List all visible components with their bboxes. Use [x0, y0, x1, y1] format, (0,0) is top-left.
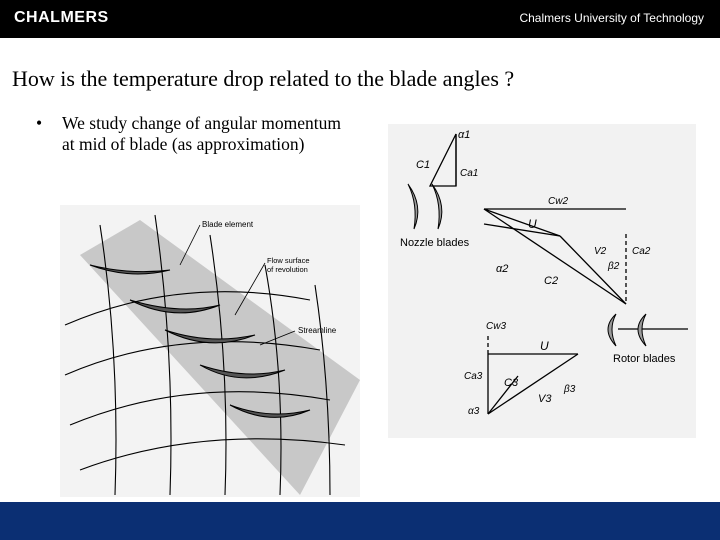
label-flow-surface-1: Flow surface [267, 256, 310, 265]
label-flow-surface-2: of revolution [267, 265, 308, 274]
label-alpha1: α1 [458, 129, 471, 141]
bullet-text: We study change of angular momentum at mid of blade (as approximation) [62, 113, 342, 154]
flow-surface-band [80, 220, 360, 495]
label-streamline: Streamline [298, 326, 337, 335]
label-alpha3: α3 [468, 406, 480, 417]
slide-title: How is the temperature drop related to the blade angles ? [12, 66, 515, 91]
chalmers-logo: CHALMERS [14, 9, 109, 26]
label-alpha2: α2 [496, 263, 509, 275]
nozzle-blades [408, 184, 442, 229]
label-nozzle-blades: Nozzle blades [400, 237, 470, 249]
label-v3: V3 [538, 393, 552, 405]
bullet-marker: • [36, 113, 43, 133]
blade-element-figure [60, 205, 360, 497]
label-ca1: Ca1 [460, 168, 479, 179]
velocity-triangles-figure [388, 124, 696, 438]
label-blade-element: Blade element [202, 220, 254, 229]
velocity-triangles-drawing [388, 124, 696, 438]
label-beta3: β3 [564, 384, 576, 395]
label-c1: C1 [416, 159, 431, 171]
label-rotor-blades: Rotor blades [613, 353, 676, 365]
label-cw2: Cw2 [548, 196, 569, 207]
label-beta2: β2 [608, 261, 620, 272]
label-v2: V2 [594, 246, 607, 257]
footer-bar [0, 502, 720, 540]
rotor-blades [608, 314, 646, 346]
label-ca2: Ca2 [632, 246, 651, 257]
label-u-bottom: U [540, 339, 549, 353]
label-c2: C2 [544, 275, 559, 287]
university-name: Chalmers University of Technology [519, 11, 704, 25]
header-bar [0, 0, 720, 38]
label-cw3: Cw3 [486, 321, 507, 332]
label-u-top: U [528, 217, 537, 231]
label-c3: C3 [504, 377, 519, 389]
label-ca3: Ca3 [464, 371, 483, 382]
blade-element-drawing [60, 205, 360, 497]
